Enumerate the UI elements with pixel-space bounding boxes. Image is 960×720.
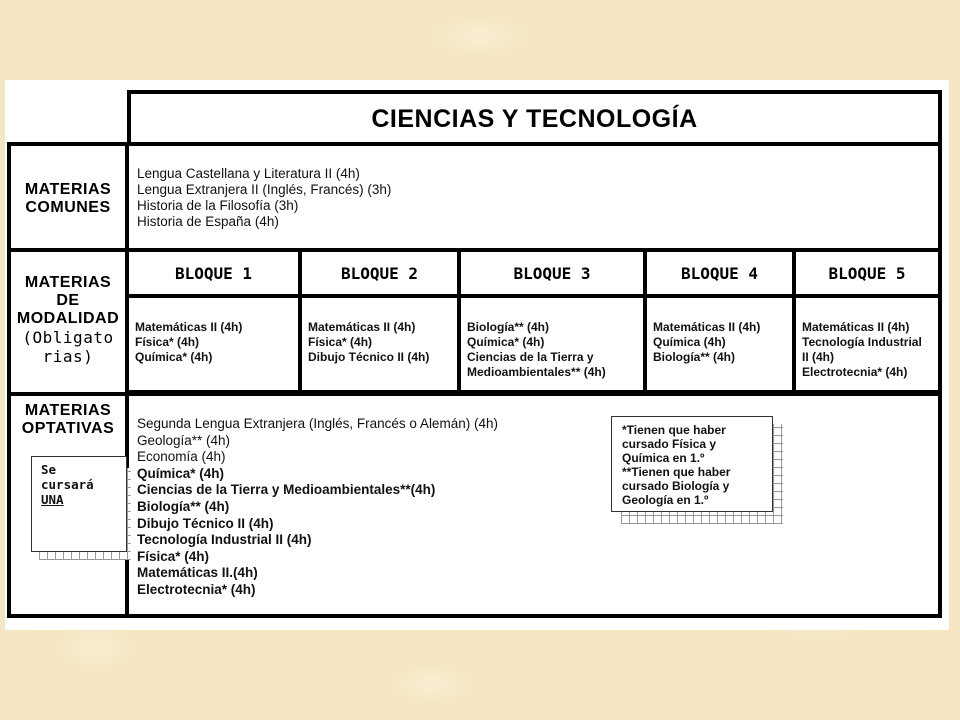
- optativas-heading-line: OPTATIVAS: [21, 420, 115, 437]
- cursara-note-line: Se: [41, 462, 57, 477]
- bloque-4-list: [653, 320, 760, 365]
- modalidad-heading-line: DE: [56, 292, 80, 309]
- subject-text: Medioambientales** (4h): [467, 365, 606, 379]
- subject-text: Biología** (4h): [467, 320, 550, 334]
- list-item: Tecnología Industrial II (4h): [137, 532, 312, 548]
- bloque-4-subjects: [643, 294, 796, 394]
- bloque-1-header: [125, 248, 302, 298]
- subject-text: Biología** (4h): [653, 350, 736, 364]
- list-item: [802, 350, 922, 365]
- bloque-label: BLOQUE 5: [828, 264, 906, 283]
- footnote-line: *Tienen que haber: [622, 423, 726, 437]
- list-item: Matemáticas II.(4h): [137, 565, 258, 581]
- list-item: [467, 350, 606, 365]
- subject-text: Dibujo Técnico II (4h): [308, 350, 430, 364]
- footnote-line: Geología en 1.º: [622, 493, 709, 507]
- list-item: [802, 320, 922, 335]
- list-item: [467, 320, 606, 335]
- bloque-2-header: [298, 248, 461, 298]
- footnote-box: [611, 416, 773, 512]
- bloque-5-header: [792, 248, 942, 298]
- list-item: [308, 320, 429, 335]
- subject-table-sheet: [5, 80, 949, 630]
- subject-text: Matemáticas II (4h): [135, 320, 243, 334]
- comunes-heading: [11, 181, 125, 217]
- subject-text: Ciencias de la Tierra y: [467, 350, 594, 364]
- bloque-3-list: [467, 320, 606, 380]
- subject-text: Física* (4h): [308, 335, 373, 349]
- list-item: [467, 365, 606, 380]
- list-item: Geología** (4h): [137, 432, 231, 448]
- list-item: [653, 350, 760, 365]
- optativas-heading-line: MATERIAS: [24, 402, 112, 419]
- footnote-line: **Tienen que haber: [622, 465, 731, 479]
- list-item: [308, 350, 429, 365]
- bloque-label: BLOQUE 4: [680, 264, 759, 283]
- page-title: CIENCIAS Y TECNOLOGÍA: [371, 105, 698, 133]
- optativas-list: [137, 416, 498, 599]
- bloque-label: BLOQUE 3: [513, 264, 591, 283]
- list-item: [802, 335, 922, 350]
- list-item: [802, 365, 922, 380]
- list-item: [308, 335, 429, 350]
- comunes-heading-line: MATERIAS: [24, 181, 112, 198]
- comunes-heading-line: COMUNES: [25, 199, 111, 216]
- list-item: [653, 320, 760, 335]
- list-item: [653, 335, 760, 350]
- subject-text: II (4h): [802, 350, 834, 364]
- bloque-2-subjects: [298, 294, 461, 394]
- footnote-line: cursado Física y: [622, 437, 717, 451]
- bloque-3-header: [457, 248, 647, 298]
- bloque-label: BLOQUE 2: [340, 264, 419, 283]
- bloque-1-list: [135, 320, 242, 365]
- bloque-3-subjects: [457, 294, 647, 394]
- subject-text: Química (4h): [653, 335, 726, 349]
- subject-text: Tecnología Industrial: [802, 335, 922, 349]
- list-item: Historia de la Filosofía (3h): [137, 198, 299, 213]
- modalidad-heading: [11, 274, 125, 366]
- list-item: [135, 350, 242, 365]
- modalidad-heading-sub: (Obligato: [22, 328, 114, 347]
- list-item: Electrotecnia* (4h): [137, 581, 256, 597]
- cursara-note-line: cursará: [41, 477, 94, 492]
- comunes-list-cell: [125, 142, 942, 252]
- cursara-note-line: UNA: [41, 492, 64, 507]
- list-item: Química* (4h): [137, 465, 225, 481]
- list-item: Economía (4h): [137, 449, 226, 465]
- footnote-line: Química en 1.º: [622, 451, 705, 465]
- comunes-list: [137, 166, 391, 230]
- list-item: Biología** (4h): [137, 498, 230, 514]
- subject-text: Matemáticas II (4h): [802, 320, 910, 334]
- bloque-5-subjects: [792, 294, 942, 394]
- optativas-heading: [11, 402, 125, 438]
- subject-text: Química* (4h): [467, 335, 545, 349]
- list-item: Lengua Castellana y Literatura II (4h): [137, 166, 360, 181]
- subject-text: Química* (4h): [135, 350, 213, 364]
- list-item: [467, 335, 606, 350]
- list-item: [135, 320, 242, 335]
- bloque-2-list: [308, 320, 429, 365]
- list-item: Segunda Lengua Extranjera (Inglés, Francés o Alemán) (4h): [137, 416, 498, 431]
- comunes-heading-cell: [7, 142, 129, 252]
- list-item: Historia de España (4h): [137, 214, 279, 229]
- optativas-section: [7, 392, 942, 618]
- list-item: Lengua Extranjera II (Inglés, Francés) (3h): [137, 182, 392, 197]
- list-item: Ciencias de la Tierra y Medioambientales**(4h): [137, 482, 436, 498]
- modalidad-heading-cell: [7, 248, 129, 396]
- bloque-1-subjects: [125, 294, 302, 394]
- bloque-4-header: [643, 248, 796, 298]
- subject-text: Física* (4h): [135, 335, 200, 349]
- modalidad-heading-sub: rias): [42, 347, 94, 366]
- bloque-5-list: [802, 320, 922, 380]
- bloque-label: BLOQUE 1: [174, 264, 253, 283]
- subject-text: Electrotecnia* (4h): [802, 365, 908, 379]
- cursara-note: [31, 456, 127, 552]
- modalidad-heading-line: MODALIDAD: [16, 310, 120, 327]
- footnote-line: cursado Biología y: [622, 479, 730, 493]
- list-item: Dibujo Técnico II (4h): [137, 515, 274, 531]
- subject-text: Matemáticas II (4h): [653, 320, 761, 334]
- list-item: Física* (4h): [137, 548, 210, 564]
- title-cell: [127, 90, 942, 146]
- list-item: [135, 335, 242, 350]
- subject-text: Matemáticas II (4h): [308, 320, 416, 334]
- modalidad-heading-line: MATERIAS: [24, 274, 112, 291]
